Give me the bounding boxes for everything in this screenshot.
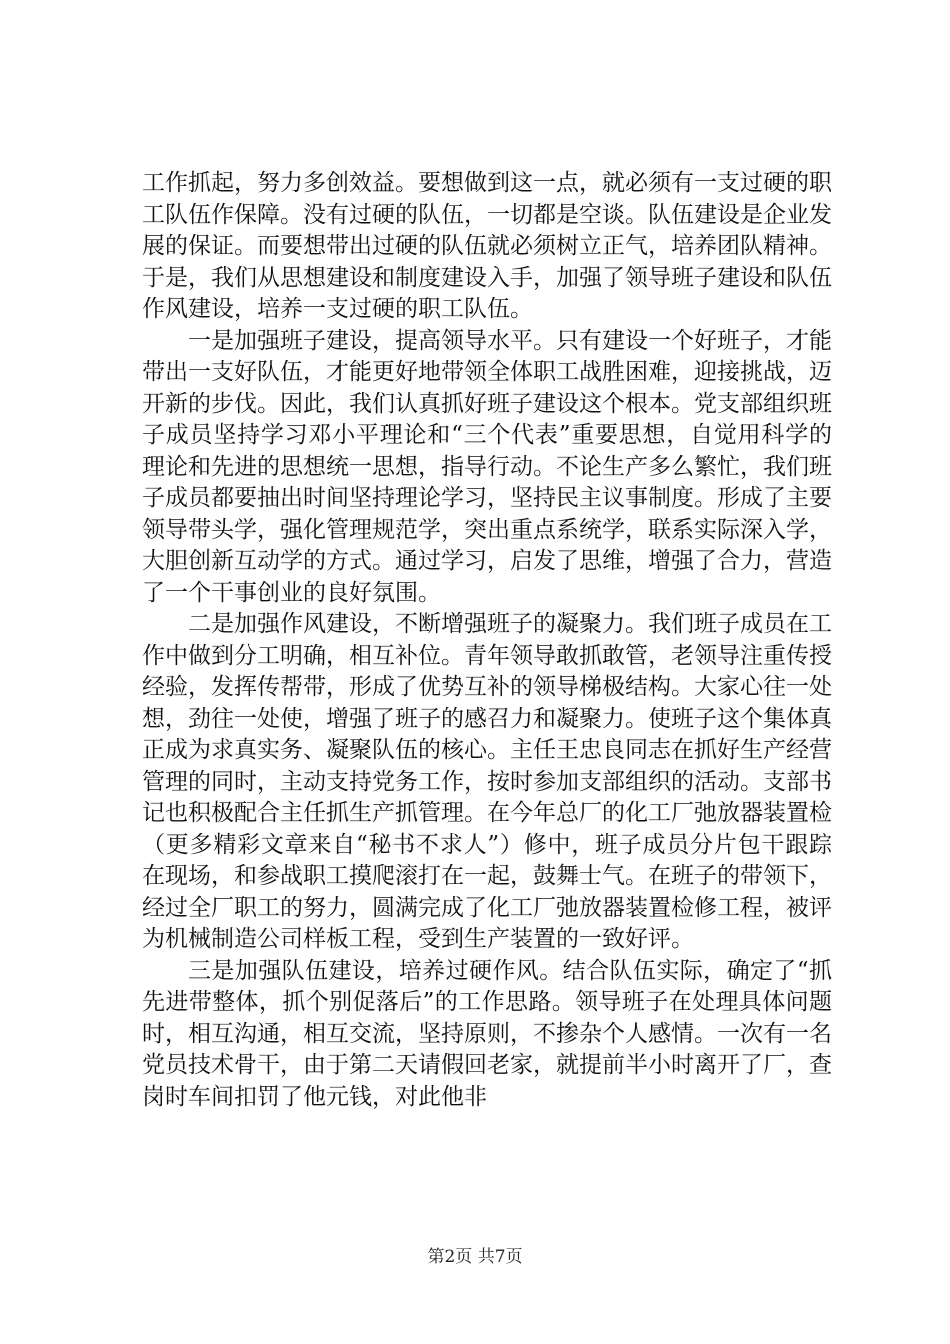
page-number-footer: 第2页 共7页 (427, 1247, 523, 1267)
paragraph-team-building: 一是加强班子建设，提高领导水平。只有建设一个好班子，才能带出一支好队伍，才能更好地带领全体职工战胜困难，迎接挑战，迈开新的步伐。因此，我们认真抓好班子建设这个根本。党支部组织班子成员坚持学习邓小平理论和“三个代表”重要思想，自觉用科学的理论和先进的思想统一思想，指导行动。不论生产多么繁忙，我们班子成员都要抽出时间坚持理论学习，坚持民主议事制度。形成了主要领导带头学，强化管理规范学，突出重点系统学，联系实际深入学，大胆创新互动学的方式。通过学习，启发了思维，增强了合力，营造了一个干事创业的良好氛围。 (142, 327, 832, 606)
paragraph-continuation: 工作抓起，努力多创效益。要想做到这一点，就必须有一支过硬的职工队伍作保障。没有过硬的队伍，一切都是空谈。队伍建设是企业发展的保证。而要想带出过硬的队伍就必须树立正气，培养团队精神。于是，我们从思想建设和制度建设入手，加强了领导班子建设和队伍作风建设，培养一支过硬的职工队伍。 (142, 170, 832, 322)
paragraph-workforce: 三是加强队伍建设，培养过硬作风。结合队伍实际，确定了“抓先进带整体，抓个别促落后”的工作思路。领导班子在处理具体问题时，相互沟通，相互交流，坚持原则，不掺杂个人感情。一次有一名党员技术骨干，由于第二天请假回老家，就提前半小时离开了厂，查岗时车间扣罚了他元钱，对此他非 (142, 957, 832, 1110)
document-body (142, 168, 832, 1113)
paragraph-work-style: 二是加强作风建设，不断增强班子的凝聚力。我们班子成员在工作中做到分工明确，相互补位。青年领导敢抓敢管，老领导注重传授经验，发挥传帮带，形成了优势互补的领导梯极结构。大家心往一处想，劲往一处使，增强了班子的感召力和凝聚力。使班子这个集体真正成为求真实务、凝聚队伍的核心。主任王忠良同志在抓好生产经营管理的同时，主动支持党务工作，按时参加支部组织的活动。支部书记也积极配合主任抓生产抓管理。在今年总厂的化工厂弛放器装置检（更多精彩文章来自“秘书不求人”）修中，班子成员分片包干跟踪在现场，和参战职工摸爬滚打在一起，鼓舞士气。在班子的带领下，经过全厂职工的努力，圆满完成了化工厂弛放器装置检修工程，被评为机械制造公司样板工程，受到生产装置的一致好评。 (142, 611, 832, 952)
